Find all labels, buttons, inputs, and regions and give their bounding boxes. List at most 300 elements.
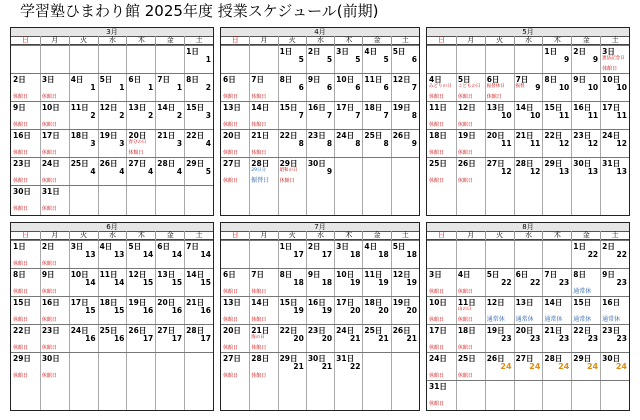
month-calendar xyxy=(426,222,630,411)
day-cell xyxy=(221,297,249,325)
day-cell xyxy=(126,325,155,353)
closed-label: 休館日 xyxy=(41,94,57,100)
day-date: 11日 xyxy=(429,103,447,112)
day-date: 19日 xyxy=(392,103,411,112)
week-row xyxy=(221,296,419,324)
day-cell xyxy=(11,325,40,353)
lesson-count: 11 xyxy=(558,111,570,120)
day-cell xyxy=(69,130,98,158)
day-date: 15日 xyxy=(279,103,298,112)
lesson-count: 16 xyxy=(142,306,154,315)
day-date: 1日 xyxy=(544,47,558,56)
weekday-label: 水 xyxy=(306,231,334,239)
day-cell xyxy=(249,130,277,158)
weekday-label: 月 xyxy=(249,231,277,239)
day-cell xyxy=(514,325,543,353)
lesson-count: 3 xyxy=(119,139,125,148)
weekday-label: 水 xyxy=(514,36,543,44)
day-date: 19日 xyxy=(99,131,118,140)
lesson-count: 4 xyxy=(148,167,154,176)
day-cell xyxy=(514,158,543,186)
day-date: 8日 xyxy=(544,75,558,84)
lesson-count: 11 xyxy=(587,111,599,120)
lesson-count: 17 xyxy=(200,334,211,343)
day-date: 10日 xyxy=(602,75,621,84)
day-cell xyxy=(184,241,213,269)
lesson-count: 22 xyxy=(529,278,541,287)
day-date: 4日 xyxy=(364,47,378,56)
week-row xyxy=(11,324,213,352)
day-date: 30日 xyxy=(307,354,326,363)
day-cell xyxy=(306,74,334,102)
day-date: 24日 xyxy=(41,159,60,168)
day-date: 12日 xyxy=(392,75,411,84)
day-date: 28日 xyxy=(251,354,270,363)
day-date: 3日 xyxy=(336,47,349,56)
day-date: 31日 xyxy=(602,159,621,168)
holiday-note: 春分の日 xyxy=(128,140,147,145)
lesson-count: 15 xyxy=(142,278,154,287)
holiday-note: 山の日 xyxy=(457,307,472,312)
day-cell xyxy=(456,102,485,130)
day-cell xyxy=(542,297,571,325)
lesson-count: 3 xyxy=(176,139,183,148)
closed-label: 休館日 xyxy=(251,289,267,295)
weekday-label: 土 xyxy=(600,231,629,239)
day-cell xyxy=(600,241,629,269)
day-date: 6日 xyxy=(157,242,170,251)
page-title: 学習塾ひまわり館 2025年度 授業スケジュール(前期) xyxy=(20,2,379,20)
day-date: 5日 xyxy=(392,242,406,251)
day-cell xyxy=(306,297,334,325)
lesson-count: 19 xyxy=(378,278,389,287)
weekday-label: 金 xyxy=(155,36,184,44)
day-cell xyxy=(221,353,249,381)
weekday-label: 火 xyxy=(485,36,514,44)
day-cell xyxy=(391,46,419,74)
weekday-label: 月 xyxy=(40,36,69,44)
week-row xyxy=(221,45,419,73)
holiday-note: 振替 xyxy=(515,84,525,89)
day-date: 7日 xyxy=(186,242,199,251)
lesson-count: 22 xyxy=(349,362,361,371)
lesson-count: 10 xyxy=(558,83,570,92)
weekday-label: 日 xyxy=(231,231,239,239)
day-cell xyxy=(249,297,277,325)
closed-label: 休館日 xyxy=(41,289,57,295)
weekday-label: 火 xyxy=(69,36,98,44)
day-date: 14日 xyxy=(515,103,534,112)
day-date: 18日 xyxy=(364,298,383,307)
lesson-count: 13 xyxy=(113,250,125,259)
day-date: 10日 xyxy=(336,75,355,84)
lesson-count: 24 xyxy=(529,362,541,371)
day-cell xyxy=(362,130,390,158)
lesson-count: 7 xyxy=(355,111,361,120)
day-cell xyxy=(40,241,69,269)
weekday-label: 木 xyxy=(334,231,362,239)
week-row xyxy=(221,324,419,352)
day-cell xyxy=(126,130,155,158)
day-cell xyxy=(456,74,485,102)
day-cell xyxy=(485,269,514,297)
lesson-count: 15 xyxy=(200,278,211,287)
month-calendar xyxy=(220,27,420,216)
day-date: 29日 xyxy=(279,354,298,363)
day-cell xyxy=(427,381,456,409)
lesson-count: 19 xyxy=(349,278,361,287)
day-cell xyxy=(600,353,629,381)
day-date: 15日 xyxy=(279,298,298,307)
day-cell xyxy=(184,74,213,102)
closed-label: 休館日 xyxy=(13,178,29,184)
weekday-label: 土 xyxy=(600,36,629,44)
lesson-count: 10 xyxy=(529,111,541,120)
day-cell xyxy=(11,130,40,158)
day-date: 18日 xyxy=(429,131,447,140)
day-date: 11日 xyxy=(70,103,89,112)
day-date: 23日 xyxy=(13,159,31,168)
weekday-label: 月 xyxy=(456,36,485,44)
day-cell xyxy=(98,102,127,130)
lesson-count: 8 xyxy=(411,111,417,120)
day-date: 3日 xyxy=(602,47,615,56)
day-cell xyxy=(485,102,514,130)
closed-label: 通常休 xyxy=(486,316,505,323)
day-date: 12日 xyxy=(457,103,476,112)
day-date: 21日 xyxy=(186,298,205,307)
day-date: 20日 xyxy=(515,326,534,335)
day-date: 3日 xyxy=(70,242,84,251)
day-date: 6日 xyxy=(486,75,500,84)
lesson-count: 20 xyxy=(349,306,361,315)
closed-label: 休館日 xyxy=(41,317,57,323)
month-calendar xyxy=(10,27,214,216)
day-date: 22日 xyxy=(13,326,31,335)
day-cell xyxy=(485,158,514,186)
closed-label: 通常休 xyxy=(602,316,621,323)
day-date: 16日 xyxy=(573,103,592,112)
day-date: 28日 xyxy=(186,326,205,335)
day-cell xyxy=(249,158,277,186)
lesson-count: 6 xyxy=(383,83,389,92)
lesson-count: 6 xyxy=(411,55,417,64)
day-date: 29日 xyxy=(279,159,298,168)
weekday-label: 金 xyxy=(362,36,390,44)
day-date: 3日 xyxy=(429,270,442,279)
day-date: 30日 xyxy=(602,354,621,363)
lesson-count: 19 xyxy=(293,306,304,315)
day-date: 21日 xyxy=(251,131,270,140)
day-date: 10日 xyxy=(429,298,447,307)
day-cell xyxy=(514,353,543,381)
day-date: 28日 xyxy=(157,159,176,168)
weekday-label: 日 xyxy=(21,36,29,44)
closed-label: 休館日 xyxy=(429,178,445,184)
closed-label: 休館日 xyxy=(223,178,239,184)
day-cell xyxy=(456,269,485,297)
day-cell xyxy=(362,269,390,297)
day-cell xyxy=(571,269,600,297)
weekday-label: 土 xyxy=(184,36,213,44)
lesson-count: 12 xyxy=(587,139,599,148)
day-cell xyxy=(571,158,600,186)
day-cell xyxy=(184,102,213,130)
day-date: 21日 xyxy=(157,131,176,140)
day-date: 5日 xyxy=(99,75,113,84)
day-cell xyxy=(184,158,213,186)
day-date: 5日 xyxy=(457,75,471,84)
lesson-count: 4 xyxy=(119,167,125,176)
lesson-count: 3 xyxy=(90,139,96,148)
lesson-count: 7 xyxy=(383,111,389,120)
day-date: 7日 xyxy=(251,75,264,84)
day-date: 1日 xyxy=(279,47,293,56)
closed-label: 休館日 xyxy=(13,261,29,267)
day-date: 4日 xyxy=(429,75,442,84)
weekday-header xyxy=(221,231,419,240)
closed-label: 休館日 xyxy=(251,150,267,156)
lesson-count: 1 xyxy=(90,83,96,92)
lesson-count: 7 xyxy=(298,111,304,120)
weekday-label: 金 xyxy=(155,231,184,239)
lesson-count: 12 xyxy=(501,167,512,176)
day-date: 1日 xyxy=(279,242,293,251)
day-cell xyxy=(126,241,155,269)
month-label: 5月 xyxy=(427,28,629,37)
day-date: 7日 xyxy=(515,75,529,84)
lesson-count: 21 xyxy=(349,334,361,343)
day-date: 27日 xyxy=(157,326,176,335)
day-cell xyxy=(427,74,456,102)
day-cell xyxy=(11,102,40,130)
day-cell xyxy=(600,74,629,102)
day-cell xyxy=(40,102,69,130)
day-date: 2日 xyxy=(13,75,26,84)
day-cell xyxy=(542,269,571,297)
lesson-count: 12 xyxy=(558,139,570,148)
closed-label: 通常休 xyxy=(573,316,592,323)
day-date: 18日 xyxy=(364,103,383,112)
weekday-label: 木 xyxy=(542,36,571,44)
lesson-count: 1 xyxy=(205,55,211,64)
day-date: 13日 xyxy=(515,298,534,307)
day-cell xyxy=(278,130,306,158)
weekday-label: 木 xyxy=(126,36,155,44)
day-date: 21日 xyxy=(544,326,563,335)
weekday-label: 土 xyxy=(391,231,419,239)
day-date: 9日 xyxy=(307,75,321,84)
day-cell xyxy=(456,325,485,353)
lesson-count: 23 xyxy=(501,334,512,343)
day-date: 9日 xyxy=(602,270,615,279)
day-date: 23日 xyxy=(573,131,592,140)
lesson-count: 5 xyxy=(383,55,389,64)
day-cell xyxy=(362,241,390,269)
week-row xyxy=(11,73,213,101)
weekday-label: 土 xyxy=(391,36,419,44)
day-cell xyxy=(98,269,127,297)
day-date: 31日 xyxy=(41,187,60,196)
closed-label: 休館日 xyxy=(41,122,57,128)
lesson-count: 1 xyxy=(148,83,154,92)
day-cell xyxy=(456,297,485,325)
day-date: 29日 xyxy=(186,159,205,168)
day-cell xyxy=(306,241,334,269)
weekday-label: 土 xyxy=(184,231,213,239)
closed-label: 休館日 xyxy=(279,178,295,184)
day-cell xyxy=(11,74,40,102)
day-cell xyxy=(571,297,600,325)
day-date: 1日 xyxy=(186,47,199,56)
day-date: 9日 xyxy=(573,75,586,84)
closed-label: 休館日 xyxy=(457,150,473,156)
lesson-count: 5 xyxy=(205,167,211,176)
day-date: 27日 xyxy=(486,159,505,168)
day-cell xyxy=(542,74,571,102)
day-date: 3日 xyxy=(336,242,349,251)
day-cell xyxy=(362,325,390,353)
day-cell xyxy=(542,130,571,158)
week-row xyxy=(427,45,629,73)
day-date: 21日 xyxy=(251,326,270,335)
lesson-count: 17 xyxy=(293,250,304,259)
day-cell xyxy=(334,269,362,297)
day-date: 24日 xyxy=(602,131,621,140)
day-date: 18日 xyxy=(70,131,89,140)
day-date: 24日 xyxy=(336,131,355,140)
day-cell xyxy=(155,130,184,158)
lesson-count: 4 xyxy=(90,167,96,176)
day-cell xyxy=(221,130,249,158)
closed-label: 休館日 xyxy=(251,94,267,100)
day-cell xyxy=(456,353,485,381)
day-date: 23日 xyxy=(41,326,60,335)
lesson-count: 24 xyxy=(500,362,512,371)
lesson-count: 8 xyxy=(326,139,333,148)
day-date: 30日 xyxy=(13,187,31,196)
day-cell xyxy=(427,353,456,381)
day-date: 16日 xyxy=(41,298,60,307)
weekday-label: 火 xyxy=(278,36,306,44)
closed-label: 休館日 xyxy=(457,345,473,351)
day-date: 25日 xyxy=(429,159,447,168)
day-cell xyxy=(485,74,514,102)
day-cell xyxy=(98,325,127,353)
day-cell xyxy=(600,325,629,353)
closed-label: 休館日 xyxy=(457,317,473,323)
lesson-count: 21 xyxy=(406,334,417,343)
day-cell xyxy=(571,130,600,158)
weekday-label: 木 xyxy=(334,36,362,44)
lesson-count: 9 xyxy=(326,167,333,176)
day-cell xyxy=(278,74,306,102)
day-date: 30日 xyxy=(307,159,326,168)
week-row xyxy=(11,240,213,268)
lesson-count: 7 xyxy=(326,111,333,120)
day-date: 17日 xyxy=(41,131,60,140)
day-cell xyxy=(427,325,456,353)
day-date: 7日 xyxy=(544,270,558,279)
day-cell xyxy=(69,74,98,102)
lesson-count: 20 xyxy=(406,306,417,315)
lesson-count: 11 xyxy=(616,111,627,120)
lesson-count: 8 xyxy=(383,139,389,148)
day-date: 2日 xyxy=(307,242,321,251)
lesson-count: 1 xyxy=(119,83,125,92)
day-cell xyxy=(485,130,514,158)
day-date: 27日 xyxy=(515,354,534,363)
closed-label: 休館日 xyxy=(602,66,618,72)
week-row xyxy=(221,352,419,380)
week-row xyxy=(427,324,629,352)
lesson-count: 5 xyxy=(326,55,333,64)
day-cell xyxy=(600,158,629,186)
lesson-count: 18 xyxy=(349,250,361,259)
day-date: 31日 xyxy=(429,382,447,391)
day-cell xyxy=(184,46,213,74)
lesson-count: 1 xyxy=(176,83,183,92)
day-cell xyxy=(155,269,184,297)
day-date: 19日 xyxy=(128,298,147,307)
week-row xyxy=(427,157,629,185)
day-date: 8日 xyxy=(186,75,199,84)
day-date: 10日 xyxy=(41,103,60,112)
day-cell xyxy=(391,241,419,269)
day-date: 6日 xyxy=(223,270,236,279)
closed-label: 休館日 xyxy=(486,94,502,100)
day-cell xyxy=(334,46,362,74)
lesson-count: 24 xyxy=(558,362,570,371)
day-date: 17日 xyxy=(70,298,89,307)
day-cell xyxy=(456,130,485,158)
day-date: 22日 xyxy=(544,131,563,140)
day-cell xyxy=(221,74,249,102)
day-date: 30日 xyxy=(573,159,592,168)
day-date: 13日 xyxy=(128,103,147,112)
day-date: 5日 xyxy=(128,242,142,251)
lesson-count: 22 xyxy=(616,250,627,259)
day-date: 18日 xyxy=(457,326,476,335)
day-cell xyxy=(249,74,277,102)
lesson-count: 9 xyxy=(411,139,417,148)
day-date: 3日 xyxy=(41,75,55,84)
closed-label: 休館日 xyxy=(429,289,445,295)
closed-label: 休館日 xyxy=(41,206,57,212)
weekday-label: 水 xyxy=(98,36,127,44)
lesson-count: 9 xyxy=(535,83,541,92)
closed-label: 休館日 xyxy=(223,373,239,379)
day-date: 8日 xyxy=(573,270,586,279)
day-date: 17日 xyxy=(429,326,447,335)
day-date: 2日 xyxy=(307,47,321,56)
day-cell xyxy=(278,269,306,297)
weekday-label: 木 xyxy=(126,231,155,239)
week-row xyxy=(221,129,419,157)
day-date: 15日 xyxy=(544,103,563,112)
closed-label: 休館日 xyxy=(223,150,239,156)
closed-label: 休館日 xyxy=(223,122,239,128)
closed-label: 通常休 xyxy=(515,316,534,323)
lesson-count: 18 xyxy=(406,250,417,259)
day-date: 21日 xyxy=(515,131,534,140)
weekday-label: 火 xyxy=(278,231,306,239)
closed-label: 休館日 xyxy=(251,317,267,323)
closed-label: 休館日 xyxy=(41,178,57,184)
day-cell xyxy=(40,186,69,214)
day-date: 29日 xyxy=(573,354,592,363)
day-cell xyxy=(306,269,334,297)
